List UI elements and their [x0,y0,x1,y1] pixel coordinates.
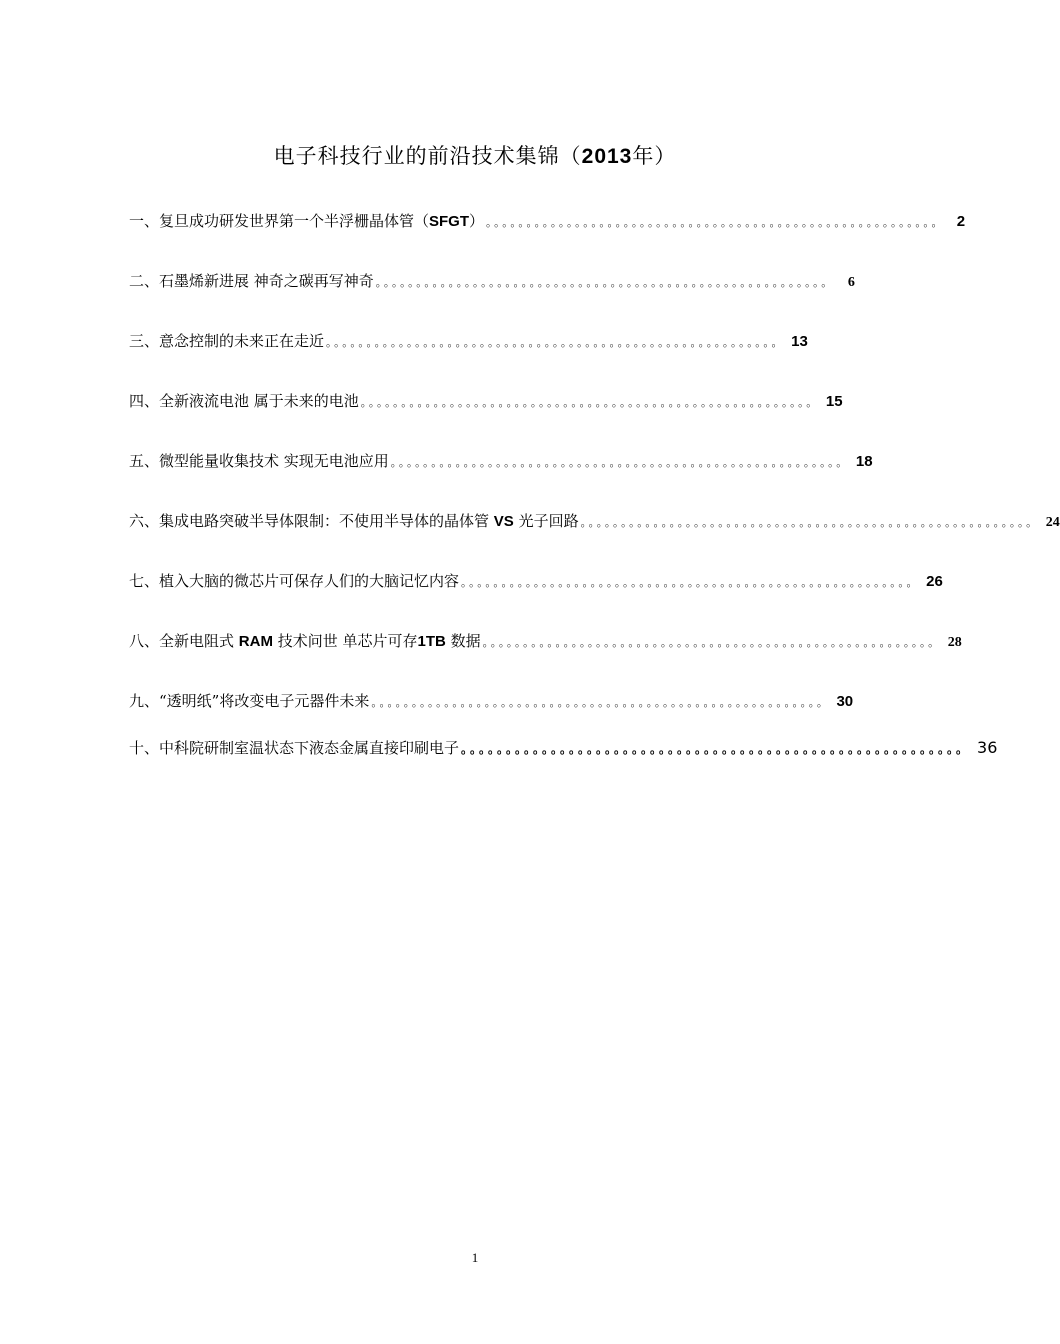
toc-entry-page: 24 [1045,515,1060,530]
title-suffix: 年） [632,144,677,168]
toc-entry-page: 15 [825,393,843,410]
toc-entry-title-part: 六、集成电路突破半导体限制：不使用半导体的晶体管 [129,512,494,530]
toc-entry-title-part: 七、植入大脑的微芯片可保存人们的大脑记忆内容 [129,572,460,590]
toc-leader-dots: 。。。。。。。。。。。。。。。。。。。。。。。。。。。。。。。。。。。。。。。。。。。。。。。。。。。。。。。。 [360,396,820,409]
toc-entry[interactable] [129,510,1060,540]
toc-entry[interactable] [129,570,943,600]
toc-entry-title-part: 九、“透明纸”将改变电子元器件未来 [129,692,370,710]
toc-leader-dots: 。。。。。。。。。。。。。。。。。。。。。。。。。。。。。。。。。。。。。。。。。。。。。。。。。。。。。。。。 [461,742,972,756]
toc-entry-title-part: 数据 [445,632,481,650]
toc-entry-title [129,330,324,351]
toc-leader-dots: 。。。。。。。。。。。。。。。。。。。。。。。。。。。。。。。。。。。。。。。。。。。。。。。。。。。。。。。。 [371,696,831,709]
toc-entry-page: 18 [855,453,873,470]
toc-entry[interactable] [129,450,873,480]
toc-entry-page: 26 [926,573,943,590]
toc-entry-title-part: 1TB [417,633,446,650]
toc-entry-page: 36 [977,738,998,757]
toc-entry-title-part: 一、复旦成功研发世界第一个半浮栅晶体管（ [129,212,430,230]
toc-entry-title-part: SFGT [429,213,470,230]
title-year: 2013 [581,145,633,168]
toc-entry-title-part: 四、全新液流电池 属于未来的电池 [129,392,359,410]
toc-leader-dots: 。。。。。。。。。。。。。。。。。。。。。。。。。。。。。。。。。。。。。。。。。。。。。。。。。。。。。。。。 [375,276,835,289]
toc-entry-title [129,630,481,651]
toc-entry-title [129,510,579,531]
toc-leader-dots: 。。。。。。。。。。。。。。。。。。。。。。。。。。。。。。。。。。。。。。。。。。。。。。。。。。。。。。。。 [482,636,942,649]
toc-entry-title [129,390,359,411]
toc-entry-title-part: ） [469,212,485,230]
toc-entry-title-part: 八、全新电阻式 [129,632,239,650]
toc-entry-title-part: 五、微型能量收集技术 实现无电池应用 [129,452,389,470]
title-prefix: 电子科技行业的前沿技术集锦（ [273,144,582,168]
toc-entry-title [129,450,389,471]
toc-entry-page: 2 [956,213,966,230]
toc-entry[interactable] [129,210,966,240]
toc-leader-dots: 。。。。。。。。。。。。。。。。。。。。。。。。。。。。。。。。。。。。。。。。。。。。。。。。。。。。。。。。 [461,576,921,589]
toc-entry-page: 28 [947,635,962,650]
toc-entry-title [129,570,459,591]
toc-entry[interactable] [129,330,808,360]
page-title [0,140,950,170]
toc-entry[interactable] [129,737,998,767]
toc-entry-title-part: VS [493,513,514,530]
toc-entry[interactable] [129,630,962,660]
toc-leader-dots: 。。。。。。。。。。。。。。。。。。。。。。。。。。。。。。。。。。。。。。。。。。。。。。。。。。。。。。。。 [486,216,946,229]
toc-entry-page: 30 [836,693,854,710]
toc-entry-title [129,270,374,291]
toc-entry-page: 13 [791,333,808,350]
toc-leader-dots: 。。。。。。。。。。。。。。。。。。。。。。。。。。。。。。。。。。。。。。。。。。。。。。。。。。。。。。。。 [580,516,1040,529]
toc-entry-title-part: RAM [238,633,273,650]
toc-entry[interactable] [129,270,855,300]
toc-entry-title-part: 技术问世 单芯片可存 [272,632,418,650]
page-number: 1 [471,1250,479,1265]
toc-entry-title [129,737,459,758]
toc-entry-title [129,210,484,231]
toc-entry-page: 6 [847,275,855,290]
toc-entry-title [129,690,369,711]
toc-leader-dots: 。。。。。。。。。。。。。。。。。。。。。。。。。。。。。。。。。。。。。。。。。。。。。。。。。。。。。。。。 [326,336,786,349]
toc-leader-dots: 。。。。。。。。。。。。。。。。。。。。。。。。。。。。。。。。。。。。。。。。。。。。。。。。。。。。。。。。 [390,456,850,469]
toc-entry-title-part: 三、意念控制的未来正在走近 [129,332,325,350]
toc-entry-title-part: 二、石墨烯新进展 神奇之碳再写神奇 [129,272,374,290]
toc-entry-title-part: 光子回路 [513,512,579,530]
toc-entry-title-part: 十、中科院研制室温状态下液态金属直接印刷电子 [129,739,460,757]
toc-entry[interactable] [129,390,843,420]
toc-entry[interactable] [129,690,854,720]
